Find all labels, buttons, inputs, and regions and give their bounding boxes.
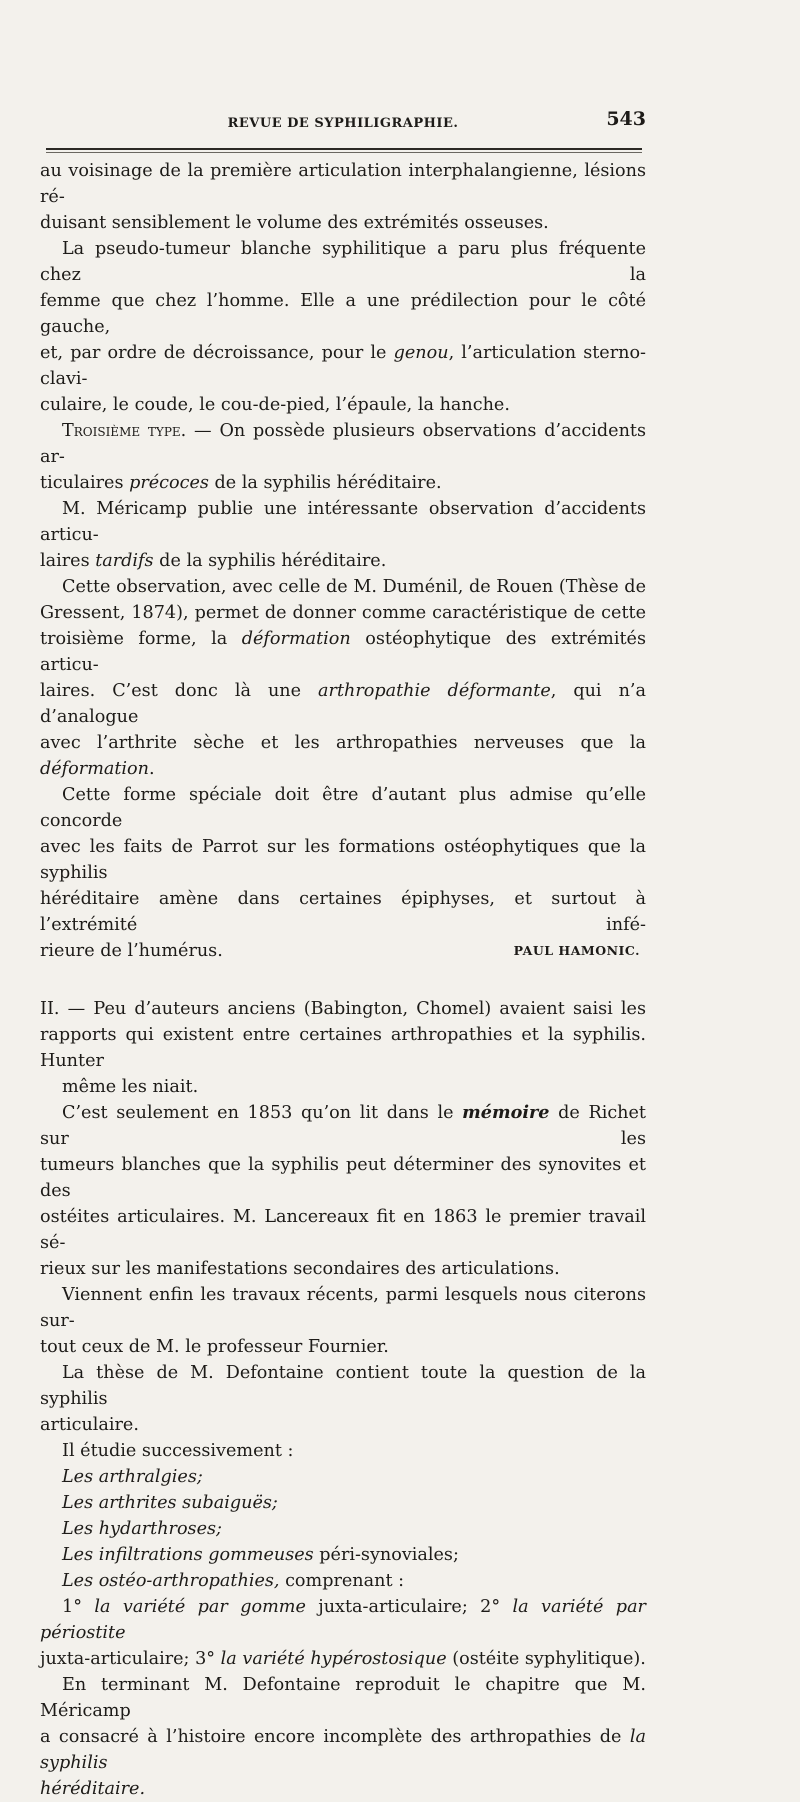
italic-term: la syphilis xyxy=(40,1727,646,1773)
list-item: Les ostéo-arthropathies, comprenant : xyxy=(62,1571,405,1591)
text-line: laires. C’est donc là une arthropathie déformante, qui n’a d’analogue xyxy=(40,681,646,727)
text-line: et, par ordre de décroissance, pour le genou, l’articulation sterno-clavi- xyxy=(40,343,646,389)
text-line: M. Méricamp publie une intéressante observation d’accidents articu- xyxy=(40,499,646,545)
text-line: tout ceux de M. le professeur Fournier. xyxy=(40,1337,389,1357)
page-header xyxy=(40,108,646,138)
text-line: troisième forme, la déformation ostéophytique des extrémités articu- xyxy=(40,629,646,675)
text-line: En terminant M. Defontaine reproduit le chapitre que M. Méricamp xyxy=(40,1675,646,1721)
list-item: Les arthrites subaiguës; xyxy=(62,1493,278,1513)
section-type-label: Troisième type xyxy=(62,421,181,441)
text-line: Il étudie successivement : xyxy=(62,1441,294,1461)
text-line: héréditaire amène dans certaines épiphyses, et surtout à l’extrémité infé- xyxy=(40,889,646,935)
text-line: Troisième type. — On possède plusieurs observations d’accidents ar- xyxy=(40,421,646,467)
header-rule xyxy=(46,148,642,150)
text-line: ticulaires précoces de la syphilis héréditaire. xyxy=(40,473,442,493)
text-line: Gressent, 1874), permet de donner comme caractéristique de cette xyxy=(40,603,646,623)
text-line: duisant sensiblement le volume des extrémités osseuses. xyxy=(40,213,549,233)
text-line: Cette observation, avec celle de M. Duménil, de Rouen (Thèse de xyxy=(62,577,646,597)
italic-term: arthropathie déformante xyxy=(318,681,551,701)
text-line: même les niait. xyxy=(62,1077,199,1097)
italic-term: la variété hypérostosique xyxy=(220,1649,447,1669)
italic-term: la variété par gomme xyxy=(94,1597,306,1617)
text-line: La thèse de M. Defontaine contient toute la question de la syphilis xyxy=(40,1363,646,1409)
page-number: 543 xyxy=(606,108,646,130)
text-line: C’est seulement en 1853 qu’on lit dans le mémoire de Richet sur les xyxy=(40,1102,646,1149)
text-line: Cette forme spéciale doit être d’autant plus admise qu’elle concorde xyxy=(40,785,646,831)
list-item: Les hydarthroses; xyxy=(62,1519,222,1539)
text-line: rapports qui existent entre certaines arthropathies et la syphilis. Hunter xyxy=(40,1025,646,1071)
text-line: La pseudo-tumeur blanche syphilitique a paru plus fréquente chez la xyxy=(40,239,646,285)
italic-term: tardifs xyxy=(95,551,154,571)
text-line: culaire, le coude, le cou-de-pied, l’épaule, la hanche. xyxy=(40,395,510,415)
text-line: rieure de l’humérus. PAUL HAMONIC. xyxy=(40,938,646,964)
italic-term: la variété par périostite xyxy=(40,1597,646,1643)
italic-term: déformation xyxy=(241,629,351,649)
italic-term: héréditaire. xyxy=(40,1779,146,1799)
text-line: juxta-articulaire; 3° la variété hypérostosique (ostéite syphylitique). xyxy=(40,1649,646,1669)
header-rule-thin xyxy=(46,152,642,153)
text-line: a consacré à l’histoire encore incomplète des arthropathies de la syphilis xyxy=(40,1727,646,1773)
running-title: REVUE DE SYPHILIGRAPHIE. xyxy=(227,116,459,131)
author-signature: PAUL HAMONIC. xyxy=(513,943,640,958)
text-line: 1° la variété par gomme juxta-articulaire; 2° la variété par périostite xyxy=(40,1597,646,1643)
text-line: avec les faits de Parrot sur les formations ostéophytiques que la syphilis xyxy=(40,837,646,883)
text-line: au voisinage de la première articulation interphalangienne, lésions ré- xyxy=(40,161,646,207)
text-line: Viennent enfin les travaux récents, parmi lesquels nous citerons sur- xyxy=(40,1285,646,1331)
page-body xyxy=(40,158,646,1802)
section-gap xyxy=(40,964,646,996)
italic-term: mémoire xyxy=(462,1102,550,1123)
text-line: articulaire. xyxy=(40,1415,139,1435)
text-line: II. — Peu d’auteurs anciens (Babington, Chomel) avaient saisi les xyxy=(40,999,646,1019)
text-line: tumeurs blanches que la syphilis peut déterminer des synovites et des xyxy=(40,1155,646,1201)
italic-term: précoces xyxy=(129,473,209,493)
text-line xyxy=(40,1776,646,1802)
list-item: Les arthralgies; xyxy=(62,1467,203,1487)
italic-term: genou xyxy=(393,343,449,363)
text-line: rieux sur les manifestations secondaires des articulations. xyxy=(40,1259,560,1279)
italic-term: déformation xyxy=(40,759,149,779)
text-line: ostéites articulaires. M. Lancereaux fit en 1863 le premier travail sé- xyxy=(40,1207,646,1253)
text-line: avec l’arthrite sèche et les arthropathies nerveuses que la déformation. xyxy=(40,733,646,779)
text-line: laires tardifs de la syphilis héréditaire. xyxy=(40,551,387,571)
text-line: femme que chez l’homme. Elle a une prédilection pour le côté gauche, xyxy=(40,291,646,337)
list-item: Les infiltrations gommeuses péri-synoviales; xyxy=(62,1545,459,1565)
